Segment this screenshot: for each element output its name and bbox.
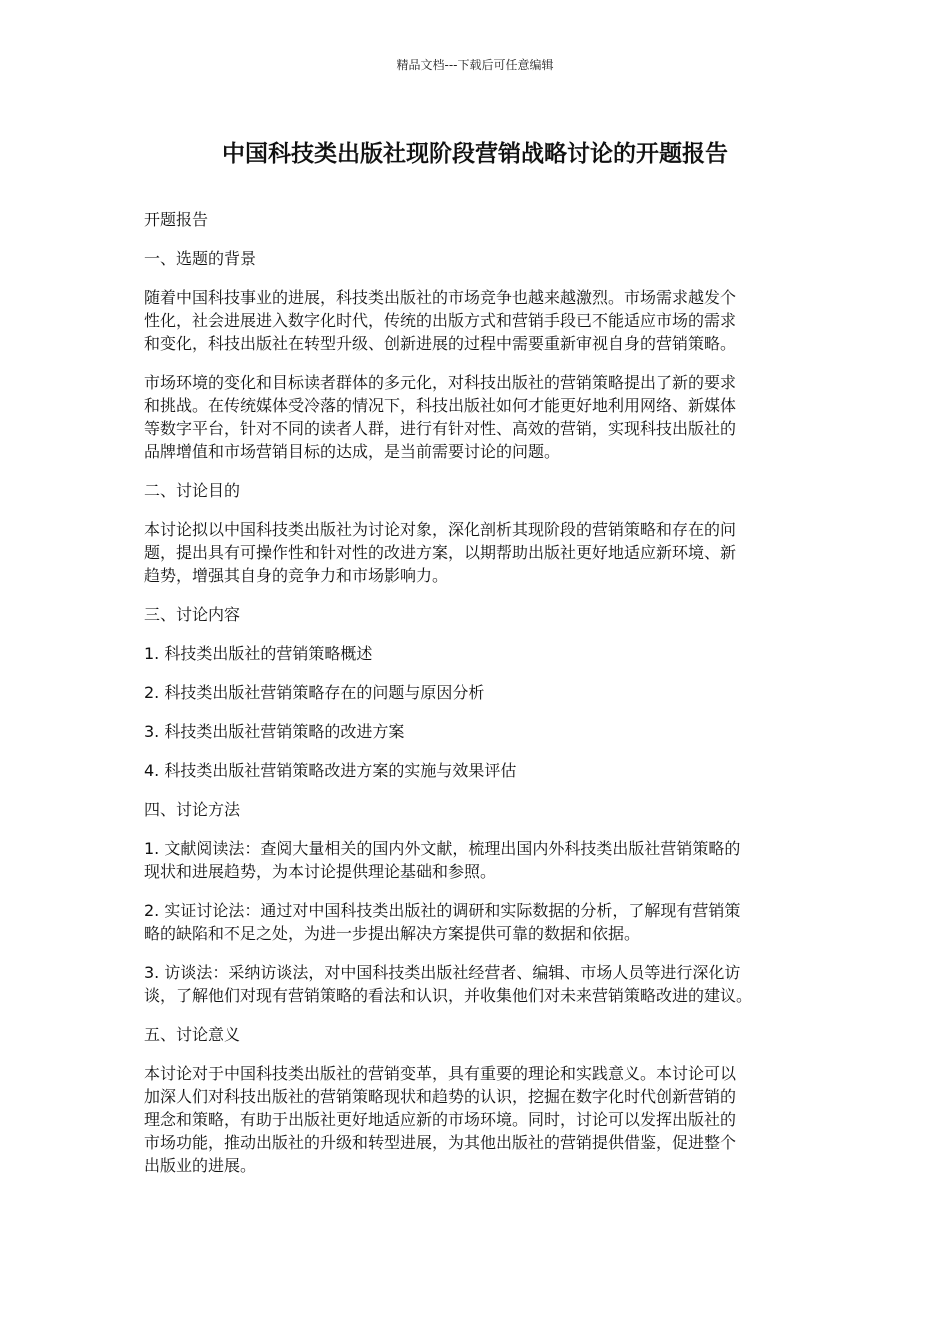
list-item-content-1: 1. 科技类出版社的营销策略概述 [144, 644, 373, 663]
section-heading-methods: 四、讨论方法 [144, 800, 241, 819]
section-heading-background: 一、选题的背景 [144, 249, 257, 268]
document-title: 中国科技类出版社现阶段营销战略讨论的开题报告 [222, 141, 728, 167]
paragraph-significance: 本讨论对于中国科技类出版社的营销变革，具有重要的理论和实践意义。本讨论可以 加深人们对科技出版社的营销策略现状和趋势的认识，挖掘在数字化时代创新营销的 理念和策略，有助于出版社更好地适应新的市场环境。同时，讨论可以发挥出版社的 市场功能，推动出版社的升级和转型进展，为其他出版社的营销提供借鉴，促进整个 出版业的进展。 [144, 1064, 737, 1175]
list-item-content-3: 3. 科技类出版社营销策略的改进方案 [144, 722, 405, 741]
paragraph-background-2: 市场环境的变化和目标读者群体的多元化，对科技出版社的营销策略提出了新的要求 和挑战。在传统媒体受冷落的情况下，科技出版社如何才能更好地利用网络、新媒体 等数字平台，针对不同的读者人群，进行有针对性、高效的营销，实现科技出版社的 品牌增值和市场营销目标的达成，是当前需要讨论的问题。 [144, 373, 737, 461]
section-label-report: 开题报告 [144, 210, 209, 229]
list-item-method-1: 1. 文献阅读法：查阅大量相关的国内外文献，梳理出国内外科技类出版社营销策略的 现状和进展趋势，为本讨论提供理论基础和参照。 [144, 839, 741, 881]
paragraph-background-1: 随着中国科技事业的进展，科技类出版社的市场竞争也越来越激烈。市场需求越发个 性化，社会进展进入数字化时代，传统的出版方式和营销手段已不能适应市场的需求 和变化，科技出版社在转型升级、创新进展的过程中需要重新审视自身的营销策略。 [144, 288, 737, 353]
list-item-method-2: 2. 实证讨论法：通过对中国科技类出版社的调研和实际数据的分析，了解现有营销策 略的缺陷和不足之处，为进一步提出解决方案提供可靠的数据和依据。 [144, 901, 741, 943]
document-body [144, 208, 806, 1193]
section-heading-purpose: 二、讨论目的 [144, 481, 241, 500]
list-item-content-4: 4. 科技类出版社营销策略改进方案的实施与效果评估 [144, 761, 517, 780]
list-item-content-2: 2. 科技类出版社营销策略存在的问题与原因分析 [144, 683, 485, 702]
page-header: 精品文档---下载后可任意编辑 [396, 58, 554, 72]
paragraph-purpose: 本讨论拟以中国科技类出版社为讨论对象，深化剖析其现阶段的营销策略和存在的问 题，提出具有可操作性和针对性的改进方案，以期帮助出版社更好地适应新环境、新 趋势，增强其自身的竞争力和市场影响力。 [144, 520, 737, 585]
section-heading-content: 三、讨论内容 [144, 605, 241, 624]
section-heading-significance: 五、讨论意义 [144, 1025, 241, 1044]
list-item-method-3: 3. 访谈法：采纳访谈法，对中国科技类出版社经营者、编辑、市场人员等进行深化访 谈，了解他们对现有营销策略的看法和认识，并收集他们对未来营销策略改进的建议。 [144, 963, 753, 1005]
